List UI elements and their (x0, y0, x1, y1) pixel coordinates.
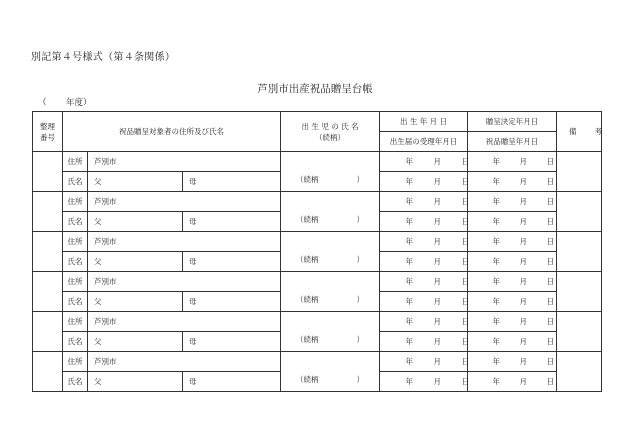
day-unit: 日 (461, 197, 470, 206)
table-body (33, 152, 602, 392)
day-unit: 日 (461, 377, 470, 386)
day-unit: 日 (461, 237, 470, 246)
year-unit: 年 (492, 337, 501, 346)
entry-address-row (33, 272, 602, 292)
day-unit: 日 (546, 377, 555, 386)
month-unit: 月 (433, 317, 442, 326)
address-value[interactable]: 芦別市 (88, 312, 281, 332)
address-label: 住所 (63, 192, 88, 212)
year-unit: 年 (405, 177, 414, 186)
birth-date-cell[interactable] (380, 272, 468, 292)
decision-date-cell[interactable] (468, 192, 557, 212)
relation-open: （続柄 (296, 215, 319, 224)
day-unit: 日 (546, 317, 555, 326)
address-label: 住所 (63, 152, 88, 172)
child-name-cell[interactable] (281, 272, 380, 312)
year-unit: 年 (492, 257, 501, 266)
gift-date-cell[interactable] (468, 172, 557, 192)
name-label: 氏名 (63, 372, 88, 392)
day-unit: 日 (546, 177, 555, 186)
decision-date-cell[interactable] (468, 312, 557, 332)
day-unit: 日 (546, 297, 555, 306)
month-unit: 月 (519, 377, 528, 386)
remarks-cell[interactable] (557, 272, 602, 312)
day-unit: 日 (546, 337, 555, 346)
year-open-paren: （ (38, 98, 47, 108)
father-name[interactable]: 父 (88, 372, 183, 392)
year-unit: 年 (405, 157, 414, 166)
day-unit: 日 (546, 197, 555, 206)
name-label: 氏名 (63, 292, 88, 312)
address-value[interactable]: 芦別市 (88, 352, 281, 372)
name-label: 氏名 (63, 212, 88, 232)
day-unit: 日 (546, 357, 555, 366)
day-unit: 日 (461, 177, 470, 186)
month-unit: 月 (433, 277, 442, 286)
year-unit: 年 (492, 297, 501, 306)
address-value[interactable]: 芦別市 (88, 232, 281, 252)
entry-address-row (33, 232, 602, 252)
year-unit: 年 (492, 277, 501, 286)
birth-report-date-cell[interactable] (380, 292, 468, 312)
gift-date-cell[interactable] (468, 332, 557, 352)
relation-open: （続柄 (296, 255, 319, 264)
relation-close: ） (356, 335, 365, 344)
address-label: 住所 (63, 232, 88, 252)
month-unit: 月 (519, 297, 528, 306)
entry-number[interactable] (33, 192, 63, 232)
birth-report-date-cell[interactable] (380, 172, 468, 192)
father-name[interactable]: 父 (88, 292, 183, 312)
year-unit: 年 (405, 257, 414, 266)
relation-close: ） (356, 175, 365, 184)
mother-name[interactable]: 母 (183, 372, 281, 392)
address-value[interactable]: 芦別市 (88, 152, 281, 172)
entry-number[interactable] (33, 312, 63, 352)
month-unit: 月 (519, 257, 528, 266)
entry-number[interactable] (33, 152, 63, 192)
gift-date-cell[interactable] (468, 292, 557, 312)
year-unit: 年 (492, 357, 501, 366)
year-unit: 年 (405, 277, 414, 286)
month-unit: 月 (519, 337, 528, 346)
address-label: 住所 (63, 272, 88, 292)
relation-open: （続柄 (296, 175, 319, 184)
header-gift-date: 祝品贈呈年月日 (468, 132, 557, 152)
address-label: 住所 (63, 352, 88, 372)
month-unit: 月 (519, 357, 528, 366)
address-value[interactable]: 芦別市 (88, 272, 281, 292)
fiscal-year-line (38, 96, 92, 108)
year-unit: 年 (492, 377, 501, 386)
entry-number[interactable] (33, 272, 63, 312)
relation-close: ） (356, 295, 365, 304)
header-number: 整理 番号 (33, 112, 63, 152)
header-child-name: 出 生 児 の 氏 名 （続柄） (281, 112, 380, 152)
year-unit: 年 (405, 217, 414, 226)
mother-name[interactable]: 母 (183, 172, 281, 192)
year-unit: 年 (492, 197, 501, 206)
month-unit: 月 (433, 197, 442, 206)
decision-date-cell[interactable] (468, 272, 557, 292)
gift-date-cell[interactable] (468, 372, 557, 392)
month-unit: 月 (519, 237, 528, 246)
father-name[interactable]: 父 (88, 252, 183, 272)
decision-date-cell[interactable] (468, 152, 557, 172)
header-birth-date: 出 生 年 月 日 (380, 112, 468, 132)
month-unit: 月 (433, 217, 442, 226)
birth-report-date-cell[interactable] (380, 372, 468, 392)
gift-register-table (32, 111, 621, 392)
relation-open: （続柄 (296, 335, 319, 344)
decision-date-cell[interactable] (468, 352, 557, 372)
birth-report-date-cell[interactable] (380, 332, 468, 352)
header-remarks: 備考 (557, 112, 602, 152)
relation-open: （続柄 (296, 375, 319, 384)
year-unit: 年 (492, 317, 501, 326)
year-unit: 年 (492, 217, 501, 226)
entry-address-row (33, 352, 602, 372)
year-unit: 年 (405, 357, 414, 366)
father-name[interactable]: 父 (88, 212, 183, 232)
month-unit: 月 (433, 377, 442, 386)
birth-date-cell[interactable] (380, 352, 468, 372)
mother-name[interactable]: 母 (183, 252, 281, 272)
day-unit: 日 (461, 357, 470, 366)
day-unit: 日 (546, 257, 555, 266)
child-name-cell[interactable] (281, 192, 380, 232)
day-unit: 日 (461, 277, 470, 286)
year-unit: 年 (405, 237, 414, 246)
day-unit: 日 (546, 157, 555, 166)
day-unit: 日 (461, 157, 470, 166)
day-unit: 日 (461, 317, 470, 326)
birth-date-cell[interactable] (380, 152, 468, 172)
gift-date-cell[interactable] (468, 252, 557, 272)
month-unit: 月 (519, 177, 528, 186)
relation-open: （続柄 (296, 295, 319, 304)
header-birth-report-date: 出生届の受理年月日 (380, 132, 468, 152)
decision-date-cell[interactable] (468, 232, 557, 252)
birth-date-cell[interactable] (380, 232, 468, 252)
remarks-cell[interactable] (557, 152, 602, 192)
year-unit: 年 (405, 337, 414, 346)
day-unit: 日 (546, 217, 555, 226)
entry-number[interactable] (33, 232, 63, 272)
form-number: 別記第４号様式（第４条関係） (31, 52, 176, 63)
year-unit: 年 (405, 297, 414, 306)
child-name-cell[interactable] (281, 152, 380, 192)
name-label: 氏名 (63, 252, 88, 272)
month-unit: 月 (433, 337, 442, 346)
address-label: 住所 (63, 312, 88, 332)
birth-report-date-cell[interactable] (380, 252, 468, 272)
year-unit: 年 (405, 197, 414, 206)
name-label: 氏名 (63, 332, 88, 352)
month-unit: 月 (433, 357, 442, 366)
month-unit: 月 (433, 257, 442, 266)
address-value[interactable]: 芦別市 (88, 192, 281, 212)
gift-date-cell[interactable] (468, 212, 557, 232)
month-unit: 月 (519, 197, 528, 206)
child-name-cell[interactable] (281, 232, 380, 272)
child-name-cell[interactable] (281, 312, 380, 352)
day-unit: 日 (461, 337, 470, 346)
day-unit: 日 (461, 257, 470, 266)
month-unit: 月 (519, 217, 528, 226)
remarks-cell[interactable] (557, 312, 602, 352)
remarks-cell[interactable] (557, 192, 602, 232)
month-unit: 月 (519, 157, 528, 166)
year-unit: 年 (405, 377, 414, 386)
year-unit: 年 (492, 157, 501, 166)
year-unit: 年 (405, 317, 414, 326)
mother-name[interactable]: 母 (183, 212, 281, 232)
day-unit: 日 (461, 297, 470, 306)
month-unit: 月 (433, 237, 442, 246)
day-unit: 日 (461, 217, 470, 226)
year-label: 年度） (66, 98, 92, 108)
name-label: 氏名 (63, 172, 88, 192)
entry-address-row (33, 312, 602, 332)
entry-number[interactable] (33, 352, 63, 392)
day-unit: 日 (546, 277, 555, 286)
page-title: 芦別市出産祝品贈呈台帳 (257, 83, 373, 95)
father-name[interactable]: 父 (88, 332, 183, 352)
remarks-cell[interactable] (557, 352, 602, 392)
relation-close: ） (356, 375, 365, 384)
birth-report-date-cell[interactable] (380, 212, 468, 232)
month-unit: 月 (519, 317, 528, 326)
mother-name[interactable]: 母 (183, 332, 281, 352)
day-unit: 日 (546, 237, 555, 246)
entry-address-row (33, 192, 602, 212)
month-unit: 月 (433, 177, 442, 186)
mother-name[interactable]: 母 (183, 292, 281, 312)
year-unit: 年 (492, 177, 501, 186)
year-unit: 年 (492, 237, 501, 246)
month-unit: 月 (519, 277, 528, 286)
header-decision-date: 贈呈決定年月日 (468, 112, 557, 132)
remarks-cell[interactable] (557, 232, 602, 272)
birth-date-cell[interactable] (380, 312, 468, 332)
relation-close: ） (356, 255, 365, 264)
table-header (33, 112, 621, 152)
month-unit: 月 (433, 297, 442, 306)
month-unit: 月 (433, 157, 442, 166)
entry-address-row (33, 152, 602, 172)
relation-close: ） (356, 215, 365, 224)
header-recipient: 祝品贈呈対象者の住所及び氏名 (63, 112, 281, 152)
birth-date-cell[interactable] (380, 192, 468, 212)
child-name-cell[interactable] (281, 352, 380, 392)
father-name[interactable]: 父 (88, 172, 183, 192)
